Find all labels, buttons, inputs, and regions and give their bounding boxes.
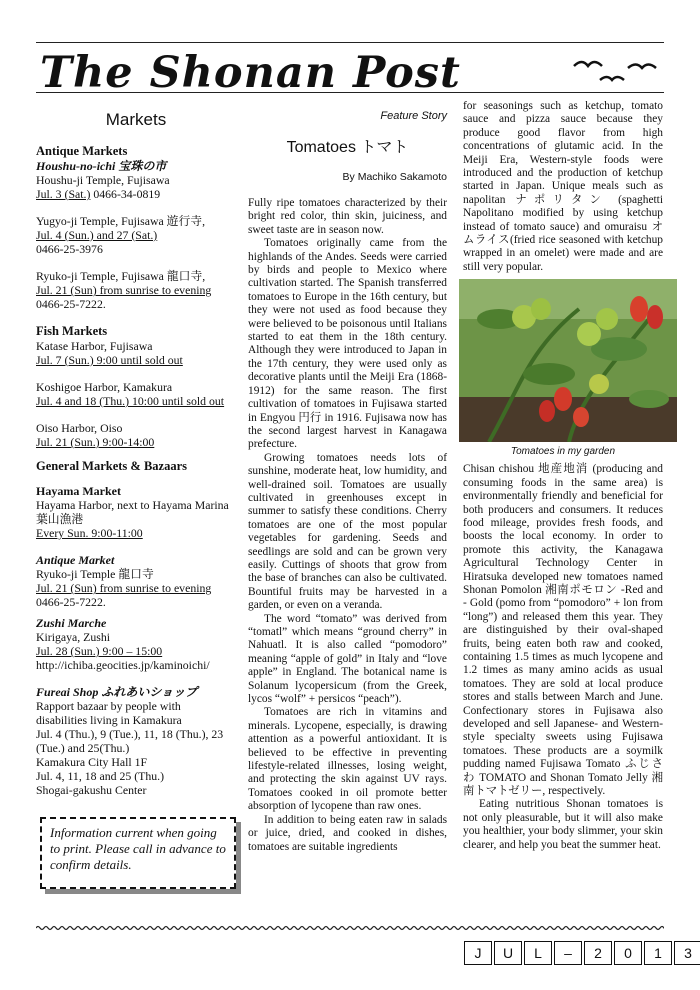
date-char: L [524, 941, 552, 965]
antique2-phone: 0466-25-7222. [36, 595, 106, 609]
koshigoe-date: Jul. 4 and 18 (Thu.) 10:00 until sold out [36, 394, 225, 408]
fureai-line: Rapport bazaar by people with [36, 699, 181, 713]
seagulls-icon [570, 52, 662, 90]
article-paragraph: In addition to being eaten raw in salads or juice, dried, and cooked in dishes, tomatoes are suitable ingredients [248, 813, 447, 853]
article-paragraph: Eating nutritious Shonan tomatoes is not only pleasurable, but it will also make you healthier, your body slimmer, your skin clearer, and help you beat the summer heat. [463, 798, 663, 851]
ryuko-date: Jul. 21 (Sun) from sunrise to evening [36, 283, 212, 297]
article-paragraph: Tomatoes are rich in vitamins and minerals. Lycopene, especially, is drawing attention as a powerful antioxidant. It is believed to be effective in preventing lifestyle-related illnesses, losing weight, and protecting the skin against UV rays. Tomatoes cooked in oil promote better absorption of lycopene than raw ones. [248, 706, 447, 813]
markets-heading: Markets [105, 110, 167, 129]
masthead-title: The Shonan Post [40, 48, 461, 98]
date-char: 3 [674, 941, 700, 965]
masthead-rule [36, 92, 664, 93]
houshu-place: Houshu-ji Temple, Fujisawa [36, 173, 170, 187]
houshu-date: Jul. 3 (Sat.) [36, 187, 91, 201]
fureai-line: (Tue.) and 25(Thu.) [36, 741, 130, 755]
wavy-divider [36, 924, 664, 932]
oiso-date: Jul. 21 (Sun.) 9:00-14:00 [36, 435, 155, 449]
article-paragraph: Growing tomatoes needs lots of sunshine, moderate heat, low humidity, and well-drained soil. Tomatoes are usually cultivated in greenhouses except in summer to satisfy these conditions. Cherry tomatoes are one of the most popular vegetables for gardening. Seeds and seedlings are sold and can be grown very easily. Cuttings of shoots that grow from the base of branches can also be cultivated. Bountiful fruits may be harvested in a garden, or even on a veranda. [248, 451, 447, 612]
date-char: 0 [614, 941, 642, 965]
zushi-url[interactable]: http://ichiba.geocities.jp/kaminoichi/ [36, 658, 210, 672]
fureai-line: Shogai-gakushu Center [36, 783, 147, 797]
ryuko-place: Ryuko-ji Temple, Fujisawa 龍口寺, [36, 269, 206, 283]
top-rule [36, 42, 664, 43]
ryuko-phone: 0466-25-7222. [36, 297, 106, 311]
fureai-line: Kamakura City Hall 1F [36, 755, 148, 769]
article-paragraph: Chisan chishou 地産地消 (producing and consuming foods in the same area) is environmentally friendly and beneficial for both producers and consumers. It reduces food mileage, provides fresh foods, and boosts the local economy. In order to promote this activity, the Kanagawa Agricultural Technology Center in Hiratsuka developed new tomatoes named Shonan Pomolon 湘南ポモロン -Red and - Gold (pomo from “pomodoro” + lon from “long”) and released them this year. They are distinguished by their oval-shaped fruits, being eaten both raw and cooked, containing 1.5 times as much lycopene and 1.2 times as many amino acids as usual tomatoes. They are sold at local produce stores and stalls between March and June. Confectionary stores in Fujisawa also developed and sell Japanese- and Western-style specialty sweets using Fujisawa tomatoes. These products are a soymilk pudding named Fujisawa Tomato ふじさわ TOMATO and Shonan Tomato Jelly 湘南トマトゼリー, respectively. [463, 463, 663, 798]
markets-column [36, 108, 236, 797]
zushi-title: Zushi Marche [36, 616, 107, 630]
houshu-date-line [36, 187, 236, 201]
issue-date [464, 941, 700, 965]
koshigoe-place: Koshigoe Harbor, Kamakura [36, 380, 173, 394]
katase-date: Jul. 7 (Sun.) 9:00 until sold out [36, 353, 183, 367]
hayama-title: Hayama Market [36, 484, 121, 498]
hayama-date: Every Sun. 9:00-11:00 [36, 526, 143, 540]
antique2-date: Jul. 21 (Sun) from sunrise to evening [36, 581, 212, 595]
date-char: U [494, 941, 522, 965]
fureai-line: Jul. 4, 11, 18 and 25 (Thu.) [36, 769, 165, 783]
article-paragraph: for seasonings such as ketchup, tomato sauce and pizza sauce because they produce good flavor from high concentrations of glutamic acid. In the Meiji Era, Western-style foods were introduced and the production of ketchup started in Japan. Unique meals such as napolitan ナポリタン (spaghetti Napolitano modified by using ketchup instead of tomato sauce) and omuraisu オムライス(fried rice seasoned with ketchup wrapped in an omelet) were made and are still very popular. [463, 100, 663, 273]
yugyo-place: Yugyo-ji Temple, Fujisawa 遊行寺, [36, 214, 206, 228]
article-column-continued [463, 100, 663, 852]
oiso-place: Oiso Harbor, Oiso [36, 421, 123, 435]
fureai-title: Fureai Shop ふれあいショップ [36, 685, 198, 699]
zushi-date: Jul. 28 (Sun.) 9:00 – 15:00 [36, 644, 163, 658]
houshu-phone: 0466-34-0819 [90, 187, 161, 201]
hayama-place: Hayama Harbor, next to Hayama Marina [36, 498, 229, 512]
antique-markets-heading: Antique Markets [36, 144, 128, 158]
fureai-line: Jul. 4 (Thu.), 9 (Tue.), 11, 18 (Thu.), 23 [36, 727, 224, 741]
yugyo-phone: 0466-25-3976 [36, 242, 103, 256]
fish-markets-heading: Fish Markets [36, 324, 108, 338]
zushi-place: Kirigaya, Zushi [36, 630, 111, 644]
tomato-photo [459, 279, 677, 442]
date-char: J [464, 941, 492, 965]
hayama-jp: 葉山漁港 [36, 512, 84, 526]
article-paragraph: Fully ripe tomatoes characterized by their bright red color, thin skin, juiciness, and sweet taste are in season now. [248, 197, 447, 236]
date-char: 2 [584, 941, 612, 965]
article-paragraph: Tomatoes originally came from the highlands of the Andes. Seeds were carried by birds and people to Mexico where cultivation started. The Spanish transferred tomatoes to Europe in the 16th century, but they were not used as food because they were believed to be poisonous until Italians started to eat them in the 18th century. Although they were introduced to Japan in the 17th century, they were used only as decorative plants until the Meiji Era (1868-1912) for the same reason. The first cultivation of tomatoes in Fujisawa started in Engyou 円行 in 1916. Fujisawa now has the second largest harvest in Kanagawa prefecture. [248, 237, 447, 451]
article-byline: By Machiko Sakamoto [342, 171, 447, 183]
katase-place: Katase Harbor, Fujisawa [36, 339, 153, 353]
photo-caption: Tomatoes in my garden [510, 446, 616, 458]
notice-box: Information current when going to print. Please call in advance to confirm details. [40, 817, 236, 889]
feature-story-label: Feature Story [380, 110, 447, 122]
article-title: Tomatoes トマト [286, 139, 409, 156]
houshu-name: Houshu-no-ichi 宝珠の市 [36, 159, 167, 173]
article-paragraph: The word “tomato” was derived from “tomatl” which means “ground cherry” in Nahuatl. It is also called “pomodoro” meaning “apple of gold” in Italy and “love apple” in England. The botanical name is Solanum lycopersicum (from the Greek, lycos “wolf” + persicos “peach”). [248, 612, 447, 706]
general-markets-heading: General Markets & Bazaars [36, 459, 188, 473]
date-char: 1 [644, 941, 672, 965]
fureai-line: disabilities living in Kamakura [36, 713, 182, 727]
antique2-place: Ryuko-ji Temple 龍口寺 [36, 567, 154, 581]
date-char: – [554, 941, 582, 965]
yugyo-date: Jul. 4 (Sun.) and 27 (Sat.) [36, 228, 158, 242]
article-column [248, 108, 447, 854]
antique2-title: Antique Market [36, 553, 115, 567]
